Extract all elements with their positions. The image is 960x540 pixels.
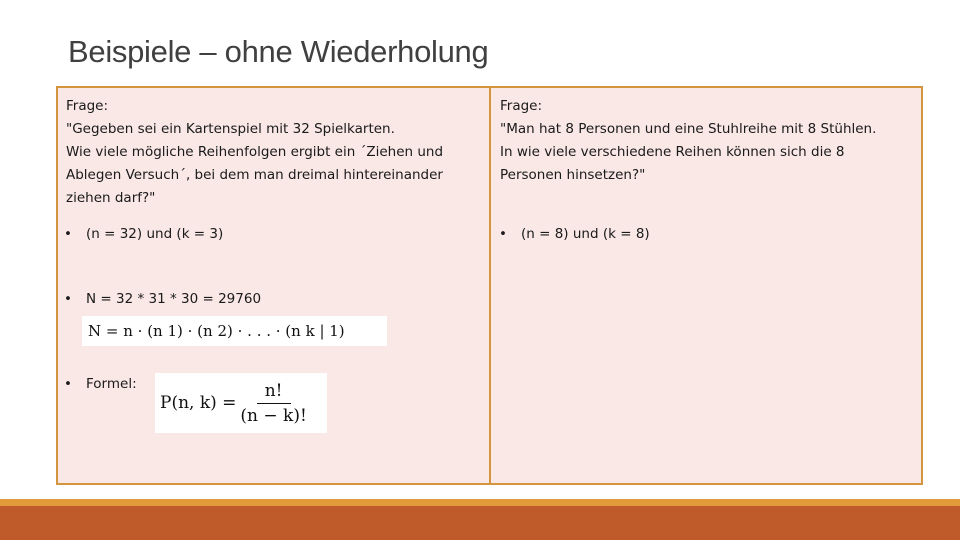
right-cell: [491, 88, 921, 483]
right-bullet-parameters: [499, 226, 650, 242]
bottom-accent-bar: [0, 506, 960, 540]
permutation-formula-image: [155, 373, 327, 433]
product-formula-text: N = n · (n 1) · (n 2) · . . . · (n k | 1): [88, 322, 345, 340]
bullet-dot: •: [64, 291, 72, 307]
right-parameters-text: (n = 8) und (k = 8): [521, 226, 650, 242]
left-parameters-text: (n = 32) und (k = 3): [86, 226, 224, 242]
left-bullet-calculation: [64, 291, 261, 307]
bottom-accent-strip: [0, 499, 960, 506]
formula-numerator: n!: [257, 381, 291, 404]
bullet-dot: •: [64, 226, 72, 242]
bullet-dot: •: [64, 376, 72, 392]
left-question: Frage: "Gegeben sei ein Kartenspiel mit 32 Spielkarten. Wie viele mögliche Reihenfolgen ergibt ein ´Ziehen und Ablegen Versuch´, bei dem man dreimal hintereinander ziehen darf?": [66, 98, 444, 206]
right-question: Frage: "Man hat 8 Personen und eine Stuhlreihe mit 8 Stühlen. In wie viele verschiedene Reihen können sich die 8 Personen hinsetzen?": [500, 98, 877, 183]
formula-fraction: [240, 381, 306, 426]
left-bullet-parameters: [64, 226, 223, 242]
left-calculation-text: N = 32 * 31 * 30 = 29760: [86, 291, 262, 307]
left-bullet-formula: [64, 376, 137, 392]
slide-title: Beispiele – ohne Wiederholung: [68, 34, 489, 69]
formula-lhs: P(n, k) =: [160, 393, 237, 413]
left-cell: [58, 88, 491, 483]
formula-label: Formel:: [86, 376, 137, 392]
product-formula-image: [82, 316, 387, 346]
bullet-dot: •: [499, 226, 507, 242]
examples-table: [56, 86, 923, 485]
formula-denominator: (n − k)!: [240, 405, 307, 426]
